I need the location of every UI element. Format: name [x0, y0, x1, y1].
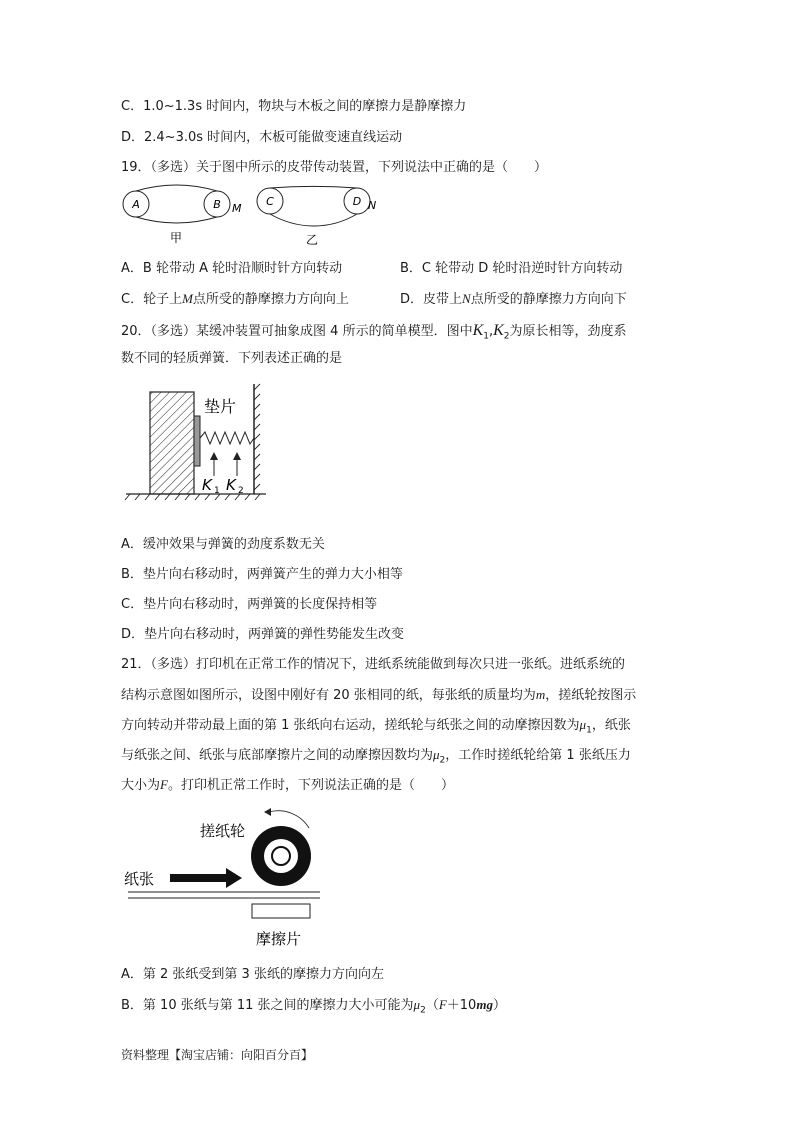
figure-jia-label: 甲 [170, 231, 183, 245]
k2-label: K [226, 476, 236, 494]
pad-label: 垫片 [204, 397, 237, 416]
friction-pad-label: 摩擦片 [256, 930, 302, 948]
q19-option-c: C．轮子上M点所受的静摩擦力方向向上 [121, 291, 349, 307]
wheel-d-label: D [352, 195, 362, 208]
block [150, 392, 194, 494]
q20-option-a: A．缓冲效果与弹簧的劲度系数无关 [121, 537, 325, 552]
q20-stem-line2: 数不同的轻质弹簧．下列表述正确的是 [121, 351, 343, 366]
q19-option-a: A．B 轮带动 A 轮时沿顺时针方向转动 [121, 261, 343, 276]
belt-system-yi [257, 187, 376, 248]
point-m-label: M [232, 202, 242, 215]
q18-option-c: C．1.0~1.3s 时间内，物块与木板之间的摩擦力是静摩擦力 [121, 99, 467, 114]
point-n-label: N [368, 199, 377, 212]
svg-text:1: 1 [214, 486, 220, 496]
q21-stem-line2: 结构示意图如图所示，设图中刚好有 20 张相同的纸，每张纸的质量均为m，搓纸轮按图示 [121, 687, 637, 703]
q19-stem: 19．（多选）关于图中所示的皮带传动装置，下列说法中正确的是（ ） [121, 160, 548, 175]
k1-label: K [202, 476, 212, 494]
q21-option-a: A．第 2 张纸受到第 3 张纸的摩擦力方向向左 [121, 967, 384, 982]
buffer-device-figure [122, 380, 272, 502]
paper-label: 纸张 [124, 870, 155, 888]
q20-option-d: D．垫片向右移动时，两弹簧的弹性势能发生改变 [121, 627, 405, 642]
roller-label: 搓纸轮 [200, 822, 246, 840]
q20-stem-line1: 20．（多选）某缓冲装置可抽象成图 4 所示的简单模型．图中$K_1,K_2$为原长相等，劲度系 [121, 322, 627, 342]
q20-option-c: C．垫片向右移动时，两弹簧的长度保持相等 [121, 597, 378, 612]
footer-source-note: 资料整理【淘宝店铺：向阳百分百】 [121, 1048, 314, 1062]
friction-pad [252, 904, 310, 918]
figure-yi-label: 乙 [306, 233, 319, 247]
wheel-a-label: A [132, 198, 140, 211]
q21-stem-line5: 大小为F。打印机正常工作时，下列说法正确的是（ ） [121, 777, 454, 793]
q19-option-b: B．C 轮带动 D 轮时沿逆时针方向转动 [400, 261, 623, 276]
svg-text:2: 2 [238, 486, 244, 496]
q21-option-b: B．第 10 张纸与第 11 张之间的摩擦力大小可能为$\mu_2(F+10mg)$ [121, 997, 506, 1016]
paper-feed-figure [124, 808, 324, 956]
belt-system-jia [123, 185, 242, 245]
pad [194, 416, 200, 466]
wheel-b-label: B [213, 198, 221, 211]
q21-stem-line1: 21．（多选）打印机在正常工作的情况下，进纸系统能做到每次只进一张纸。进纸系统的 [121, 657, 626, 672]
q20-option-b: B．垫片向右移动时，两弹簧产生的弹力大小相等 [121, 567, 403, 582]
belt-drive-figure [118, 182, 378, 250]
q21-stem-line4: 与纸张之间、纸张与底部摩擦片之间的动摩擦因数均为$\mu_2$，工作时搓纸轮给第 1 张纸压力 [121, 747, 631, 766]
q18-option-d: D．2.4~3.0s 时间内，木板可能做变速直线运动 [121, 130, 403, 145]
q21-stem-line3: 方向转动并带动最上面的第 1 张纸向右运动，搓纸轮与纸张之间的动摩擦因数为$\mu_1$，纸张 [121, 717, 631, 736]
wheel-c-label: C [266, 195, 274, 208]
q19-option-d: D．皮带上N点所受的静摩擦力方向向下 [400, 291, 627, 307]
springs [200, 432, 254, 444]
